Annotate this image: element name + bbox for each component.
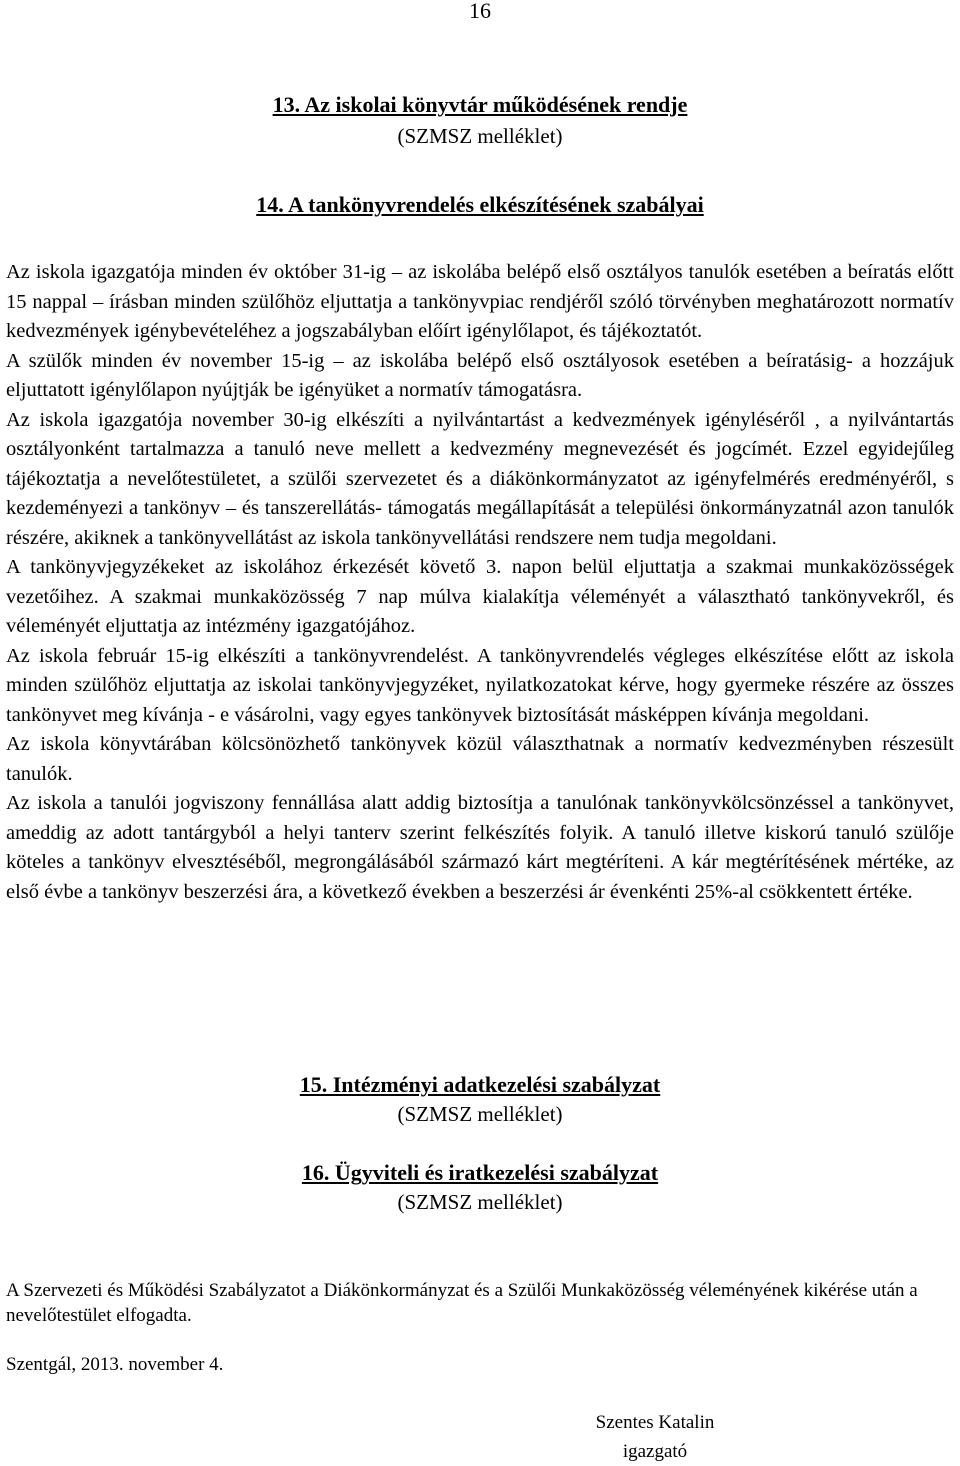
approval-text: A Szervezeti és Működési Szabályzatot a Diákönkormányzat és a Szülői Munkaközösség véleményének kikérése után a nevelőtestület elfogadta. — [6, 1280, 918, 1326]
paragraph: Az iskola könyvtárában kölcsönözhető tankönyvek közül választhatnak a normatív kedvezményben részesült tanulók. — [6, 733, 954, 785]
section-15-note: (SZMSZ melléklet) — [397, 1102, 563, 1126]
paragraph: A tankönyvjegyzékeket az iskolához érkezését követő 3. napon belül eljuttatja a szakmai munkaközösségek vezetőihez. A szakmai munkaközösség 7 nap múlva kialakítja véleményét a választható tankönyvekről, és véleményét eljuttatja az intézmény igazgatójához. — [6, 556, 954, 637]
paragraph: Az iskola február 15-ig elkészíti a tankönyvrendelést. A tankönyvrendelés végleges elkészítése előtt az iskola minden szülőhöz eljuttatja az iskolai tankönyvjegyzéket, nyilatkozatokat kérve, hogy gyermeke részére az összes tankönyvet meg kívánja - e vásárolni, vagy egyes tankönyvek biztosítását másképpen kívánja megoldani. — [6, 644, 954, 726]
section-14-body — [6, 258, 954, 907]
section-16-note: (SZMSZ melléklet) — [397, 1190, 563, 1214]
section-13-heading: 13. Az iskolai könyvtár működésének rendje — [272, 92, 688, 117]
paragraph: A szülők minden év november 15-ig – az iskolába belépő első osztályosok esetében a beíratásig- a hozzájuk eljuttatott igénylőlapon nyújtják be igényüket a normatív támogatásra. — [6, 349, 954, 401]
paragraph: Az iskola a tanulói jogviszony fennállása alatt addig biztosítja a tanulónak tankönyvkölcsönzéssel a tankönyvet, ameddig az adott tantárgyból a helyi tanterv szerint felkészítés folyik. A tanuló illetve kiskorú tanuló szülője köteles a tankönyv elvesztéséből, megrongálásából származó kárt megtéríteni. A kár megtérítésének mértéke, az első évbe a tankönyv beszerzési ára, a következő években a beszerzési ár évenkénti 25%-al csökkentett értéke. — [6, 792, 954, 903]
signatory-name: Szentes Katalin — [595, 1412, 715, 1433]
page-number: 16 — [469, 0, 491, 23]
signature-block — [570, 1408, 740, 1466]
paragraph: Az iskola igazgatója november 30-ig elkészíti a nyilvántartást a kedvezmények igényléséről , a nyilvántartás osztályonként tartalmazza a tanuló neve mellett a kedvezmény megnevezését és jogcímét. Ezzel egyidejűleg tájékoztatja a nevelőtestületet, a szülői szervezetet és a diákönkormányzatot az igényfelmérés eredményéről, s kezdeményezi a tankönyv – és tanszerellátás- támogatás megállapítását a települési önkormányzatnál azon tanulók részére, akiknek a tankönyvellátást az iskola tankönyvellátási rendszere nem tudja megoldani. — [6, 408, 954, 549]
paragraph: Az iskola igazgatója minden év október 31-ig – az iskolába belépő első osztályos tanulók esetében a beíratás előtt 15 nappal – írásban minden szülőhöz eljuttatja a tankönyvpiac rendjéről szóló törvényben meghatározott normatív kedvezmények igénybevételéhez a jogszabályban előírt igénylőlapot, és tájékoztatót. — [6, 261, 954, 342]
section-14-heading: 14. A tankönyvrendelés elkészítésének szabályai — [256, 192, 704, 217]
approval-statement — [6, 1278, 954, 1328]
signatory-title: igazgató — [622, 1441, 688, 1462]
section-16-heading: 16. Ügyviteli és iratkezelési szabályzat — [301, 1160, 659, 1185]
section-13-note: (SZMSZ melléklet) — [397, 124, 563, 148]
place-and-date: Szentgál, 2013. november 4. — [6, 1354, 224, 1375]
section-15-heading: 15. Intézményi adatkezelési szabályzat — [299, 1072, 661, 1097]
